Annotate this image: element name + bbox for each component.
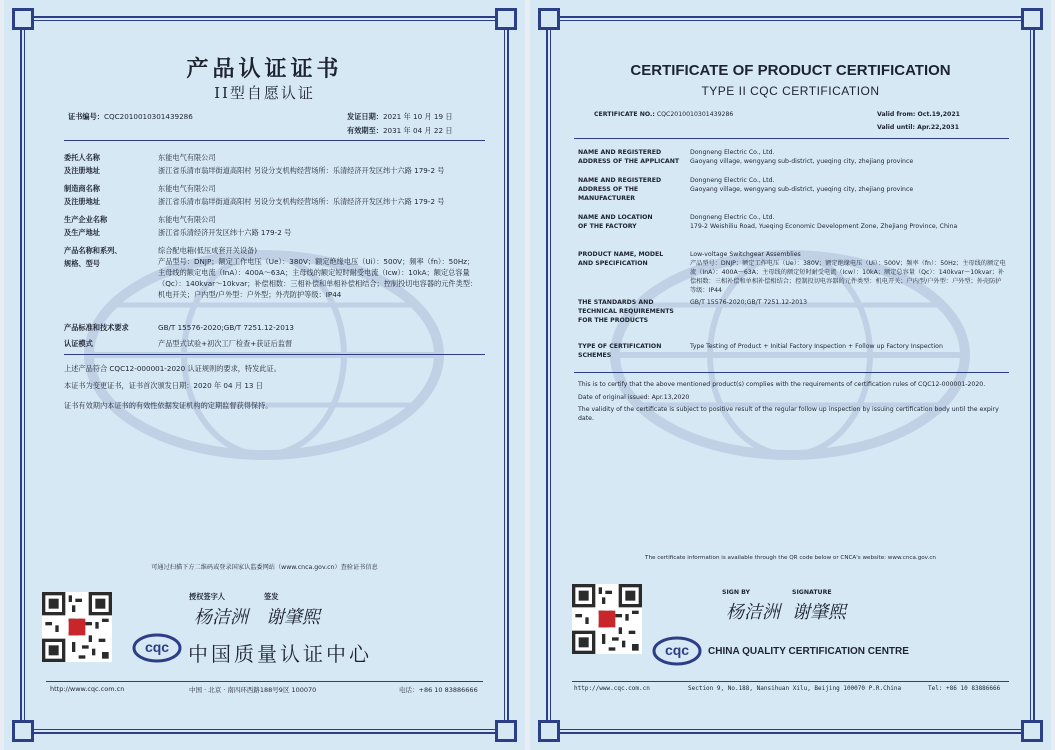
- corner-ornament: [12, 8, 34, 30]
- certificate-subtitle: TYPE II CQC CERTIFICATION: [701, 84, 880, 98]
- org-name: 中国质量认证中心: [188, 642, 372, 666]
- note: Date of original issued: Apr.13,2020: [578, 394, 690, 401]
- footer-address: Section 9, No.188, Nansihuan Xilu, Beijing 100070 P.R.China: [688, 685, 902, 692]
- row-value: Dongneng Electric Co., Ltd. Gaoyang village, wengyang sub-district, yueqing city, zhejiang province: [690, 177, 914, 193]
- cert-number-value: CQC2010010301439286: [656, 111, 734, 118]
- footer-url[interactable]: http://www.cqc.com.cn: [50, 685, 125, 693]
- cqc-logo: [132, 633, 182, 663]
- org-name: CHINA QUALITY CERTIFICATION CENTRE: [708, 646, 909, 657]
- valid-until: Valid until: Apr.22,2031: [877, 124, 960, 131]
- row-label: NAME AND LOCATION OF THE FACTORY: [578, 214, 653, 230]
- note: 证书有效期内本证书的有效性依据发证机构的定期监督获得保持。: [64, 401, 273, 410]
- qr-code[interactable]: [42, 592, 112, 662]
- row-label: NAME AND REGISTERED ADDRESS OF THE MANUFACTURER: [578, 177, 662, 202]
- cqc-logo-text: cqc: [664, 642, 690, 658]
- footer-url[interactable]: http://www.cqc.com.cn: [574, 685, 650, 692]
- note: 本证书为变更证书，证书首次颁发日期：2020 年 04 月 13 日: [64, 381, 263, 390]
- note: The validity of the certificate is subject to positive result of the regular follow up inspection by issuing certification body until the expiry date.: [578, 406, 999, 422]
- footer-divider: [572, 681, 1009, 682]
- row-label: 及注册地址: [64, 166, 100, 175]
- cert-number-label: 证书编号：: [68, 112, 104, 121]
- corner-ornament: [538, 8, 560, 30]
- expire-date: [347, 126, 453, 136]
- cert-number: [68, 112, 193, 122]
- certificate-subtitle: II型自愿认证: [214, 84, 315, 102]
- product-spec: 产品型号：DNJP；额定工作电压（Ue）：380V；额定绝缘电压（Ui）：500V；频率（fn）：50Hz；主母线的额定电流（InA）：400A～63A；主母线的额定短时耐受电流（Icw）：10kA；额定总容量（Qc）：140kvar～10kvar；补偿相数：三相补偿和单相补偿相结合；控制投切电容器的元件类型：机电开关；户内型/户外型：户外型；外壳防护等级：IP44: [158, 257, 478, 299]
- note: 上述产品符合 CQC12-000001-2020 认证规则的要求，特发此证。: [64, 364, 281, 373]
- row-value: 产品型式试验+初次工厂检查+获证后监督: [158, 339, 293, 348]
- corner-ornament: [1021, 720, 1043, 742]
- issue-date-value: 2021 年 10 月 19 日: [382, 112, 453, 121]
- row-label: THE STANDARDS AND TECHNICAL REQUIREMENTS FOR THE PRODUCTS: [578, 299, 674, 324]
- corner-ornament: [495, 8, 517, 30]
- footer-tel: Tel: +86 10 83886666: [928, 685, 1001, 692]
- row-label: 产品名称和系列、: [64, 246, 122, 255]
- row-label: 生产企业名称: [64, 215, 108, 224]
- note: This is to certify that the above mentioned product(s) complies with the requirements of certification rules of CQC12-000001-2020.: [578, 381, 986, 388]
- cqc-logo: [652, 636, 702, 666]
- certificate-title: 产品认证证书: [186, 56, 343, 82]
- cert-number: [594, 110, 733, 119]
- issue-sign-label: 签发: [264, 592, 279, 601]
- signature-2: 谢肇熙: [792, 602, 846, 623]
- corner-ornament: [538, 720, 560, 742]
- row-label: 及注册地址: [64, 197, 100, 206]
- row-value: Dongneng Electric Co., Ltd. 179-2 Weishiliu Road, Yueqing Economic Development Zone, Zhejiang Province, China: [690, 214, 958, 230]
- row-value: 东能电气有限公司: [158, 184, 216, 193]
- signer-label: 授权签字人: [189, 592, 225, 601]
- row-label: 委托人名称: [64, 153, 100, 162]
- row-label: 及生产地址: [64, 228, 100, 237]
- corner-ornament: [1021, 8, 1043, 30]
- signature-label: SIGNATURE: [792, 589, 832, 596]
- certificate-page-english: [530, 0, 1051, 750]
- qr-note: The certificate information is available through the QR code below or CNCA's website: www.cnca.gov.cn: [645, 555, 936, 561]
- divider: [64, 354, 485, 355]
- signature-1: 杨洁洲: [726, 602, 780, 623]
- row-label: 制造商名称: [64, 184, 100, 193]
- row-value: 浙江省乐清市翁垟街道高阳村 另设分支机构经营场所：乐清经济开发区纬十六路 179-2 号: [158, 197, 445, 206]
- row-value: 浙江省乐清经济开发区纬十六路 179-2 号: [158, 228, 292, 237]
- corner-ornament: [495, 720, 517, 742]
- expire-date-value: 2031 年 04 月 22 日: [382, 126, 453, 135]
- row-value: Type Testing of Product + Initial Factory Inspection + Follow up Factory Inspection: [690, 343, 943, 350]
- cert-number-value: CQC2010010301439286: [103, 112, 193, 121]
- row-value: 东能电气有限公司: [158, 215, 216, 224]
- expire-date-label: 有效期至：: [347, 126, 383, 135]
- divider: [574, 372, 1009, 373]
- row-value: GB/T 15576-2020;GB/T 7251.12-2013: [158, 323, 294, 332]
- sign-by-label: SIGN BY: [722, 589, 751, 596]
- row-label: 产品标准和技术要求: [64, 323, 129, 332]
- row-label: 认证模式: [64, 339, 93, 348]
- valid-from: Valid from: Oct.19,2021: [877, 111, 960, 118]
- row-value: Dongneng Electric Co., Ltd. Gaoyang village, wengyang sub-district, yueqing city, zhejiang province: [690, 149, 914, 165]
- signature-1: 杨洁洲: [194, 607, 248, 628]
- row-value: Low-voltage Switchgear Assemblies 产品型号：DNJP；额定工作电压（Ue）：380V；额定绝缘电压（Ui）：500V；频率（fn）：50Hz；主母线的额定电流（InA）：400A～63A；主母线的额定短时耐受电流（Icw）：10kA；额定总容量（Qc）：140kvar～10kvar；补偿相数：三相补偿和单相补偿相结合；控制投切电容器的元件类型：机电开关；户内型/户外型：户外型；外壳防护等级：IP44: [690, 251, 1006, 294]
- product-name: 综合配电箱(低压成套开关设备): [158, 246, 258, 255]
- divider: [574, 138, 1009, 139]
- corner-ornament: [12, 720, 34, 742]
- footer-address: 中国 · 北京 · 南四环西路188号9区 100070: [189, 686, 317, 694]
- issue-date: [347, 112, 453, 122]
- row-label: 规格、型号: [64, 259, 100, 268]
- issue-date-label: 发证日期：: [347, 112, 383, 121]
- footer-divider: [46, 681, 483, 682]
- row-value: 东能电气有限公司: [158, 153, 216, 162]
- cqc-logo-text: cqc: [144, 639, 170, 655]
- row-label: NAME AND REGISTERED ADDRESS OF THE APPLICANT: [578, 149, 680, 165]
- row-value: GB/T 15576-2020;GB/T 7251.12-2013: [690, 299, 808, 306]
- row-value: 浙江省乐清市翁垟街道高阳村 另设分支机构经营场所：乐清经济开发区纬十六路 179-2 号: [158, 166, 445, 175]
- qr-code[interactable]: [572, 584, 642, 654]
- row-label: PRODUCT NAME, MODEL AND SPECIFICATION: [578, 251, 664, 267]
- signature-2: 谢肇熙: [266, 607, 320, 628]
- certificate-title: CERTIFICATE OF PRODUCT CERTIFICATION: [630, 62, 951, 79]
- qr-note: 可通过扫描下方二维码或登录国家认监委网站（www.cnca.gov.cn）查验证书信息: [151, 564, 378, 571]
- cert-number-label: CERTIFICATE NO.:: [594, 111, 655, 118]
- certificate-page-chinese: [4, 0, 525, 750]
- divider: [64, 140, 485, 141]
- footer-tel: 电话：+86 10 83886666: [399, 686, 478, 694]
- row-label: TYPE OF CERTIFICATION SCHEMES: [578, 343, 662, 359]
